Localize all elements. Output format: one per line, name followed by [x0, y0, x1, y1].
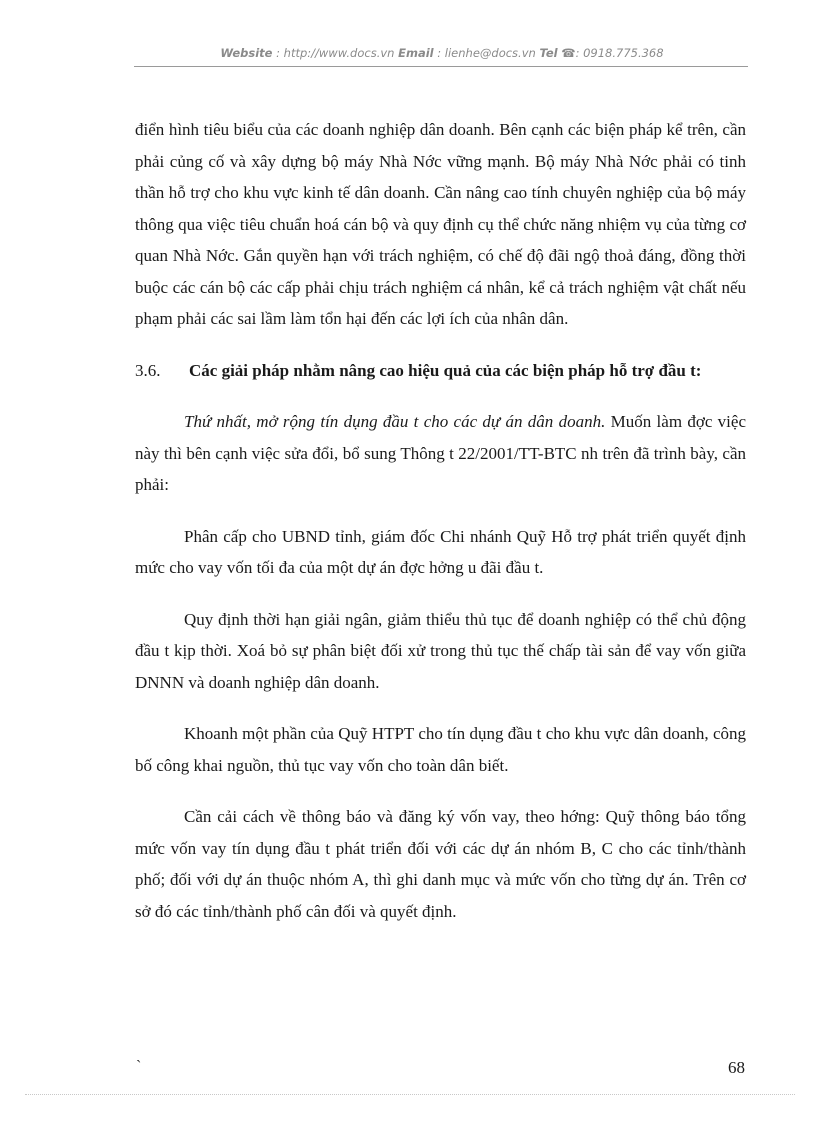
section-heading	[135, 355, 746, 387]
header-divider	[134, 66, 748, 67]
paragraph-fund-allocation: Khoanh một phần của Quỹ HTPT cho tín dụng đầu t cho khu vực dân doanh, công bố công khai nguồn, thủ tục vay vốn cho toàn dân biết.	[135, 724, 746, 775]
email-label: Email	[398, 46, 434, 60]
paragraph-registration-reform: Cần cải cách về thông báo và đăng ký vốn vay, theo hớng: Quỹ thông báo tổng mức vốn vay tín dụng đầu t phát triển đối với các dự án nhóm B, C cho các tỉnh/thành phố; đối với dự án thuộc nhóm A, thì ghi danh mục và mức vốn cho từng dự án. Trên cơ sở đó các tỉnh/thành phố cân đối và quyết định.	[135, 807, 746, 921]
page-header: Website : http://www.docs.vn Email : lienhe@docs.vn Tel ☎: 0918.775.368	[220, 46, 664, 60]
phone-icon: ☎	[561, 46, 576, 60]
paragraph-lead-italic: Thứ nhất, mở rộng tín dụng đầu t cho các dự án dân doanh.	[184, 412, 606, 431]
document-body	[135, 114, 746, 947]
tel-value: : 0918.775.368	[575, 46, 664, 60]
paragraph-intro: điển hình tiêu biểu của các doanh nghiệp dân doanh. Bên cạnh các biện pháp kể trên, cần phải củng cố và xây dựng bộ máy Nhà Nớc vững mạnh. Bộ máy Nhà Nớc phải có tinh thần hỗ trợ cho khu vực kinh tế dân doanh. Cần nâng cao tính chuyên nghiệp của bộ máy thông qua việc tiêu chuẩn hoá cán bộ và quy định cụ thể chức năng nhiệm vụ của từng cơ quan Nhà Nớc. Gắn quyền hạn với trách nghiệm, có chế độ đãi ngộ thoả đáng, đồng thời buộc các cán bộ các cấp phải chịu trách nghiệm cá nhân, kể cả trách nghiệm vật chất nếu phạm phải các sai lầm làm tổn hại đến các lợi ích của nhân dân.	[135, 120, 746, 328]
website-label: Website	[220, 46, 273, 60]
section-title: Các giải pháp nhằm nâng cao hiệu quả của các biện pháp hỗ trợ đầu t:	[189, 360, 702, 380]
tel-label: Tel	[539, 46, 558, 60]
section-number: 3.6.	[135, 360, 161, 380]
page-number: 68	[728, 1058, 745, 1077]
footer-mark: `	[136, 1058, 142, 1075]
website-url: http://www.docs.vn	[283, 46, 395, 60]
paragraph-decentralize: Phân cấp cho UBND tỉnh, giám đốc Chi nhánh Quỹ Hỗ trợ phát triển quyết định mức cho vay vốn tối đa của một dự án đợc hởng u đãi đầu t.	[135, 526, 746, 577]
footer-divider	[25, 1094, 795, 1095]
paragraph-first-measure: Thứ nhất, mở rộng tín dụng đầu t cho các dự án dân doanh. Muốn làm đợc việc này thì bên cạnh việc sửa đổi, bổ sung Thông t 22/2001/TT-BTC nh trên đã trình bày, cần phải:	[135, 412, 746, 494]
email-address: lienhe@docs.vn	[444, 46, 536, 60]
paragraph-disbursement: Quy định thời hạn giải ngân, giảm thiểu thủ tục để doanh nghiệp có thể chủ động đầu t kịp thời. Xoá bỏ sự phân biệt đối xử trong thủ tục thế chấp tài sản để vay vốn giữa DNNN và doanh nghiệp dân doanh.	[135, 609, 746, 692]
